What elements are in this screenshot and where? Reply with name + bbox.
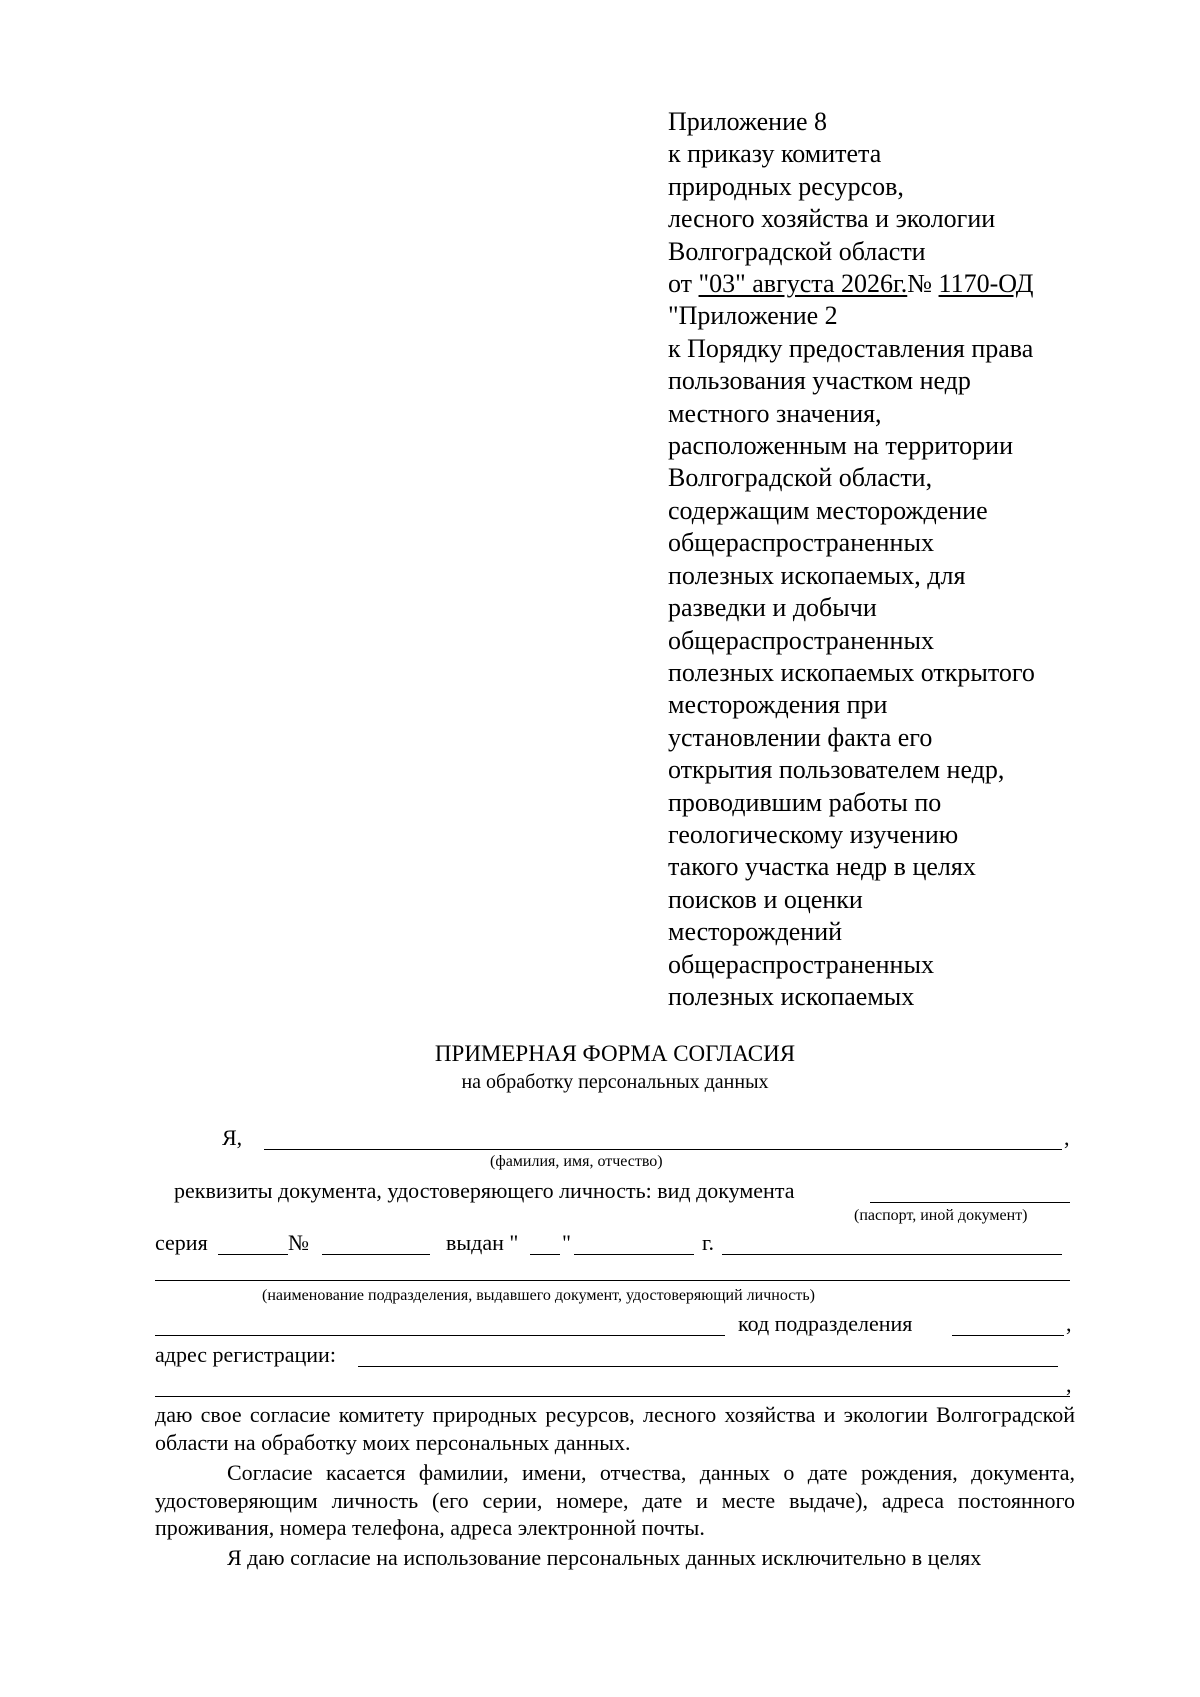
consent-purpose-paragraph: Я даю согласие на использование персональных данных исключительно в целях <box>227 1545 982 1570</box>
appendix-line: проводившим работы по <box>668 787 942 817</box>
appendix-line: "Приложение 2 <box>668 301 838 331</box>
appendix-header <box>668 106 1168 1013</box>
appendix-line: к приказу комитета <box>668 139 882 169</box>
order-from-prefix: от <box>668 269 699 299</box>
appendix-line: месторождения при <box>668 690 888 720</box>
appendix-line: месторождений <box>668 917 843 947</box>
appendix-line: лесного хозяйства и экологии <box>668 204 996 234</box>
form-title: ПРИМЕРНАЯ ФОРМА СОГЛАСИЯ <box>434 1041 796 1066</box>
appendix-line: полезных ископаемых открытого <box>668 657 1035 687</box>
appendix-line: содержащим месторождение <box>668 495 988 525</box>
address-field[interactable] <box>358 1366 1058 1367</box>
appendix-line: Волгоградской области, <box>668 463 933 493</box>
fio-comma: , <box>1064 1125 1070 1150</box>
issued-label: выдан " <box>446 1230 519 1255</box>
doc-type-hint: (паспорт, иной документ) <box>854 1207 1028 1224</box>
address-comma: , <box>1066 1372 1072 1397</box>
issuer-field[interactable] <box>722 1254 1062 1255</box>
appendix-line: открытия пользователем недр, <box>668 755 1005 785</box>
consent-scope-paragraph: Согласие касается фамилии, имени, отчества, данных о дате рождения, документа, удостоверяющим личность (его серии, номере, дате и месте выдаче), адреса постоянного проживания, номера телефона, адреса электронной почты. <box>155 1460 1075 1540</box>
appendix-line: поисков и оценки <box>668 884 863 914</box>
form-subtitle: на обработку персональных данных <box>461 1071 769 1093</box>
appendix-line: разведки и добычи <box>668 593 877 623</box>
issued-day-field[interactable] <box>530 1254 560 1255</box>
doc-type-label: реквизиты документа, удостоверяющего личность: вид документа <box>174 1178 795 1203</box>
consent-paragraph: даю свое согласие комитету природных ресурсов, лесного хозяйства и экологии Волгоградской области на обработку моих персональных данных. <box>155 1402 1075 1455</box>
dept-code-field[interactable] <box>952 1335 1064 1336</box>
number-field[interactable] <box>322 1254 430 1255</box>
appendix-line: установлении факта его <box>668 722 933 752</box>
dept-code-comma: , <box>1066 1311 1072 1336</box>
appendix-line: геологическому изучению <box>668 819 959 849</box>
appendix-line: природных ресурсов, <box>668 171 904 201</box>
number-label: № <box>288 1230 309 1255</box>
issued-month-field[interactable] <box>574 1254 694 1255</box>
issuer-field-continued[interactable] <box>155 1280 1070 1281</box>
address-label: адрес регистрации: <box>155 1342 336 1367</box>
fio-field[interactable] <box>264 1149 1062 1150</box>
issuer-hint: (наименование подразделения, выдавшего документ, удостоверяющий личность) <box>262 1287 815 1304</box>
year-label: г. <box>702 1230 715 1255</box>
appendix-line: пользования участком недр <box>668 366 971 396</box>
order-reference <box>668 268 1168 300</box>
appendix-line: общераспространенных <box>668 625 934 655</box>
appendix-line: такого участка недр в целях <box>668 852 976 882</box>
appendix-line: расположенным на территории <box>668 431 1014 461</box>
issued-quote: " <box>562 1230 571 1255</box>
order-date: "03" августа 2026г. <box>698 269 908 299</box>
appendix-line: общераспространенных <box>668 949 934 979</box>
ya-label: Я, <box>222 1125 243 1150</box>
order-number: 1170-ОД <box>938 269 1034 299</box>
appendix-line: к Порядку предоставления права <box>668 333 1034 363</box>
dept-code-label: код подразделения <box>738 1311 913 1336</box>
appendix-line: Приложение 8 <box>668 107 828 136</box>
appendix-line: полезных ископаемых, для <box>668 560 966 590</box>
order-number-sign: № <box>907 269 939 299</box>
doc-type-field[interactable] <box>870 1202 1070 1203</box>
appendix-line: полезных ископаемых <box>668 981 915 1011</box>
appendix-line: общераспространенных <box>668 528 934 558</box>
form-title-block <box>0 1040 1200 1096</box>
appendix-line: местного значения, <box>668 398 882 428</box>
series-label: серия <box>155 1230 208 1255</box>
fio-hint: (фамилия, имя, отчество) <box>490 1153 663 1170</box>
appendix-line: Волгоградской области <box>668 236 926 266</box>
address-field-continued[interactable] <box>155 1396 1070 1397</box>
issuer-field-end[interactable] <box>155 1335 725 1336</box>
series-field[interactable] <box>218 1254 288 1255</box>
